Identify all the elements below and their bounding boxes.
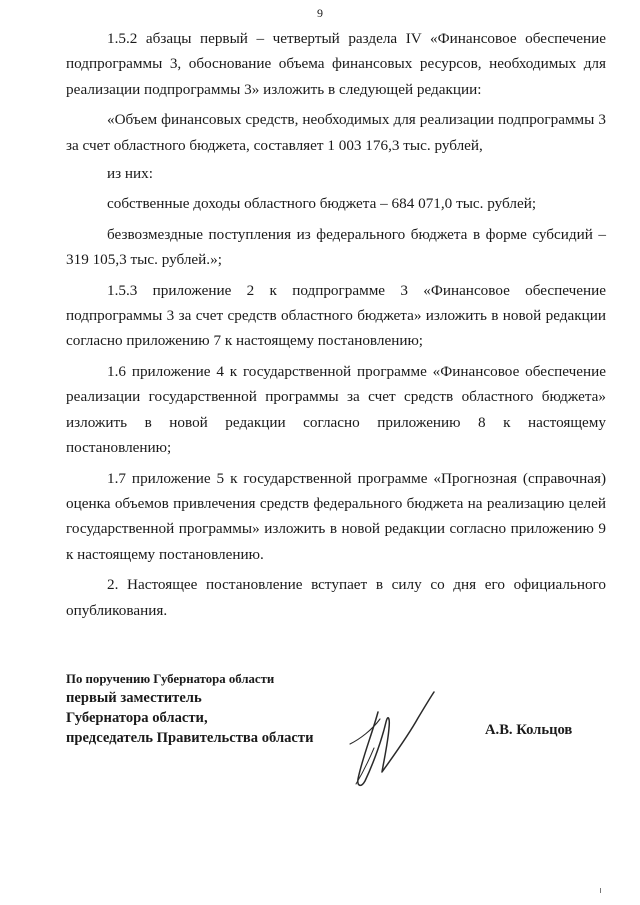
signature-line-position: первый заместитель (66, 690, 202, 706)
paragraph-1-5-3: 1.5.3 приложение 2 к подпрограмме 3 «Финансовое обеспечение подпрограммы 3 за счет средств областного бюджета» изложить в новой редакции согласно приложению 7 к настоящему постановлению; (66, 281, 606, 350)
signature-block (66, 670, 313, 748)
scan-mark (600, 888, 601, 893)
paragraph-1-6: 1.6 приложение 4 к государственной программе «Финансовое обеспечение реализации государственной программы за счет средств областного бюджета» изложить в новой редакции согласно приложению 8 к настоящему (66, 362, 606, 431)
paragraph-of-them: из них: (107, 165, 153, 183)
paragraph-quote-volume: «Объем финансовых средств, необходимых для реализации подпрограммы 3 за счет областного бюджета, составляет 1 003 176,3 тыс. рублей, (66, 111, 606, 154)
signature-line-instruction: По поручению Губернатора области (66, 672, 275, 686)
paragraph-1-5-2: 1.5.2 абзацы первый – четвертый раздела IV «Финансовое обеспечение подпрограммы 3, обоснование объема финансовых ресурсов, необходимых для реализации подпрограммы 3» изложить в следующей редакции: (66, 30, 606, 98)
paragraph-1-6-end: постановлению; (66, 439, 172, 457)
signer-name: А.В. Кольцов (485, 722, 573, 738)
signature-line-governor: Губернатора области, (66, 710, 208, 726)
paragraph-2-effective: 2. Настоящее постановление вступает в силу со дня его официального опубликования. (66, 576, 606, 619)
paragraph-federal-subsidies: безвозмездные поступления из федерального бюджета в форме субсидий – 319 105,3 тыс. рублей.»; (66, 225, 606, 269)
paragraph-1-7: 1.7 приложение 5 к государственной программе «Прогнозная (справочная) оценка объемов привлечения средств федерального бюджета на реализацию целей государственной программы» изложить в новой редакции согласно приложению 9 к настоящему постановлению. (66, 469, 606, 563)
document-body (66, 26, 606, 623)
page-number: 9 (317, 6, 323, 20)
signature-line-chairman: председатель Правительства области (66, 730, 314, 746)
paragraph-own-revenue: собственные доходы областного бюджета – 684 071,0 тыс. рублей; (107, 195, 537, 213)
handwritten-signature (338, 684, 450, 794)
